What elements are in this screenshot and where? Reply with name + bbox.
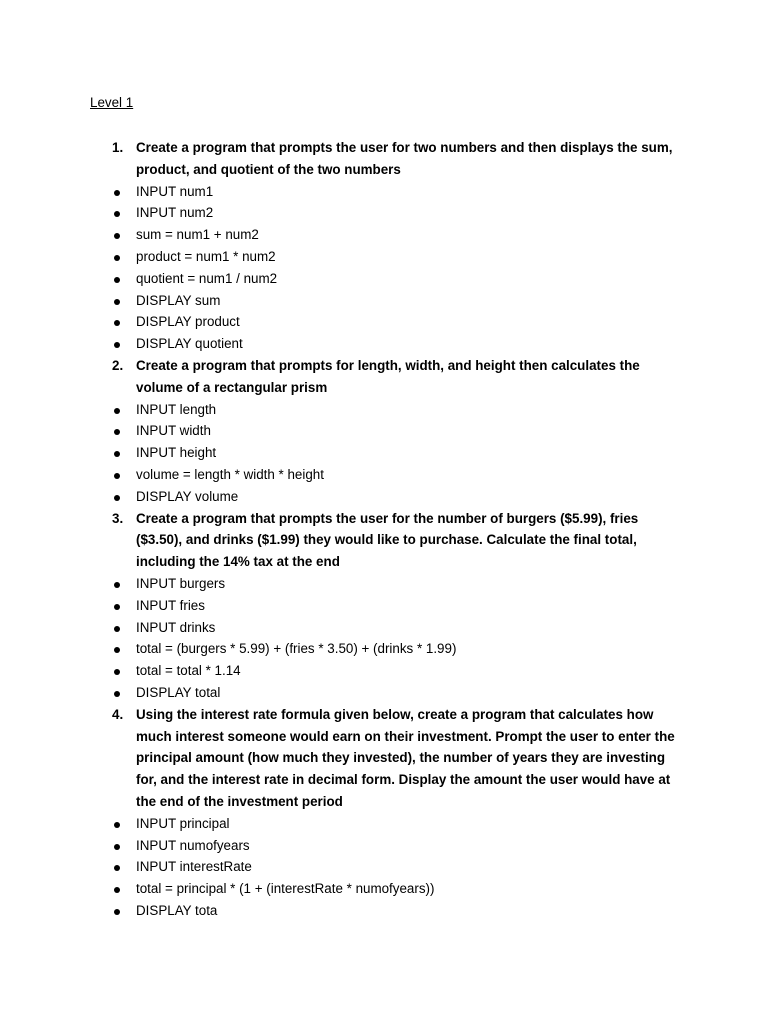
bullet-dot-icon xyxy=(114,233,120,239)
bullet-dot-icon xyxy=(114,844,120,850)
question-item xyxy=(0,137,768,181)
bullet-dot-icon xyxy=(114,626,120,632)
question-text: Create a program that prompts the user for the number of burgers ($5.99), fries ($3.50), and drinks ($1.99) they would like to purchase. Calculate the final total, including the 14% tax at the end xyxy=(136,510,639,570)
bullet-text: INPUT width xyxy=(136,423,211,439)
pseudocode-bullet xyxy=(0,246,768,268)
bullet-text: INPUT height xyxy=(136,445,217,461)
bullet-dot-icon xyxy=(114,582,120,588)
pseudocode-bullet xyxy=(0,224,768,246)
pseudocode-bullet xyxy=(0,617,768,639)
bullet-dot-icon xyxy=(114,429,120,435)
bullet-text: DISPLAY total xyxy=(136,684,221,700)
bullet-dot-icon xyxy=(114,473,120,479)
bullet-dot-icon xyxy=(114,408,120,414)
question-text: Create a program that prompts the user for two numbers and then displays the sum, product, and quotient of the two numbers xyxy=(136,140,673,177)
pseudocode-bullet xyxy=(0,311,768,333)
bullet-text: INPUT fries xyxy=(136,597,205,613)
bullet-text: quotient = num1 / num2 xyxy=(136,270,278,286)
pseudocode-bullet xyxy=(0,878,768,900)
bullet-text: DISPLAY tota xyxy=(136,902,218,918)
pseudocode-bullet xyxy=(0,595,768,617)
bullet-dot-icon xyxy=(114,320,120,326)
question-text: Create a program that prompts for length, width, and height then calculates the volume of a rectangular prism xyxy=(136,357,640,395)
bullet-dot-icon xyxy=(114,451,120,457)
bullet-dot-icon xyxy=(114,604,120,610)
bullet-text: total = (burgers * 5.99) + (fries * 3.50) + (drinks * 1.99) xyxy=(136,641,457,657)
question-number: 3. xyxy=(112,510,124,526)
bullet-text: DISPLAY volume xyxy=(136,488,239,504)
question-item xyxy=(0,704,768,813)
bullet-text: INPUT interestRate xyxy=(136,859,252,875)
bullet-dot-icon xyxy=(114,887,120,893)
question-number: 2. xyxy=(112,357,124,373)
pseudocode-bullet xyxy=(0,486,768,508)
level-heading: Level 1 xyxy=(90,95,134,110)
pseudocode-bullet xyxy=(0,464,768,486)
pseudocode-bullet xyxy=(0,333,768,355)
pseudocode-bullet xyxy=(0,660,768,682)
bullet-dot-icon xyxy=(114,277,120,283)
bullet-text: INPUT numofyears xyxy=(136,837,250,853)
bullet-text: DISPLAY product xyxy=(136,314,240,330)
exercise-list xyxy=(0,137,768,922)
pseudocode-bullet xyxy=(0,682,768,704)
bullet-text: total = principal * (1 + (interestRate * numofyears)) xyxy=(136,881,435,897)
pseudocode-bullet xyxy=(0,813,768,835)
bullet-text: INPUT burgers xyxy=(136,575,226,591)
pseudocode-bullet xyxy=(0,900,768,922)
bullet-text: DISPLAY sum xyxy=(136,292,221,308)
bullet-text: INPUT length xyxy=(136,401,217,417)
pseudocode-bullet xyxy=(0,181,768,203)
question-item xyxy=(0,355,768,399)
bullet-text: total = total * 1.14 xyxy=(136,663,241,679)
bullet-text: INPUT num1 xyxy=(136,183,214,199)
pseudocode-bullet xyxy=(0,638,768,660)
bullet-dot-icon xyxy=(114,909,120,915)
bullet-dot-icon xyxy=(114,255,120,261)
bullet-text: INPUT principal xyxy=(136,815,230,831)
pseudocode-bullet xyxy=(0,573,768,595)
pseudocode-bullet xyxy=(0,442,768,464)
bullet-text: volume = length * width * height xyxy=(136,466,324,482)
question-number: 4. xyxy=(112,706,124,722)
pseudocode-bullet xyxy=(0,420,768,442)
bullet-dot-icon xyxy=(114,691,120,697)
bullet-dot-icon xyxy=(114,647,120,653)
pseudocode-bullet xyxy=(0,202,768,224)
pseudocode-bullet xyxy=(0,856,768,878)
bullet-text: sum = num1 + num2 xyxy=(136,227,259,243)
bullet-dot-icon xyxy=(114,190,120,196)
bullet-text: product = num1 * num2 xyxy=(136,248,276,264)
bullet-text: DISPLAY quotient xyxy=(136,336,243,352)
bullet-dot-icon xyxy=(114,211,120,217)
question-number: 1. xyxy=(112,140,124,155)
bullet-dot-icon xyxy=(114,299,120,305)
pseudocode-bullet xyxy=(0,835,768,857)
bullet-dot-icon xyxy=(114,342,120,348)
bullet-text: INPUT num2 xyxy=(136,205,214,221)
bullet-dot-icon xyxy=(114,495,120,501)
bullet-text: INPUT drinks xyxy=(136,619,216,635)
pseudocode-bullet xyxy=(0,268,768,290)
bullet-dot-icon xyxy=(114,669,120,675)
bullet-dot-icon xyxy=(114,865,120,871)
bullet-dot-icon xyxy=(114,822,120,828)
pseudocode-bullet xyxy=(0,290,768,312)
question-text: Using the interest rate formula given below, create a program that calculates how much interest someone would earn on their investment. Prompt the user to enter the principal amount (how much they invested), the number of years they are investing for, and the interest rate in decimal form. Display the amount the user would have at the end of the investment period xyxy=(136,706,675,809)
question-item xyxy=(0,508,768,573)
pseudocode-bullet xyxy=(0,399,768,421)
